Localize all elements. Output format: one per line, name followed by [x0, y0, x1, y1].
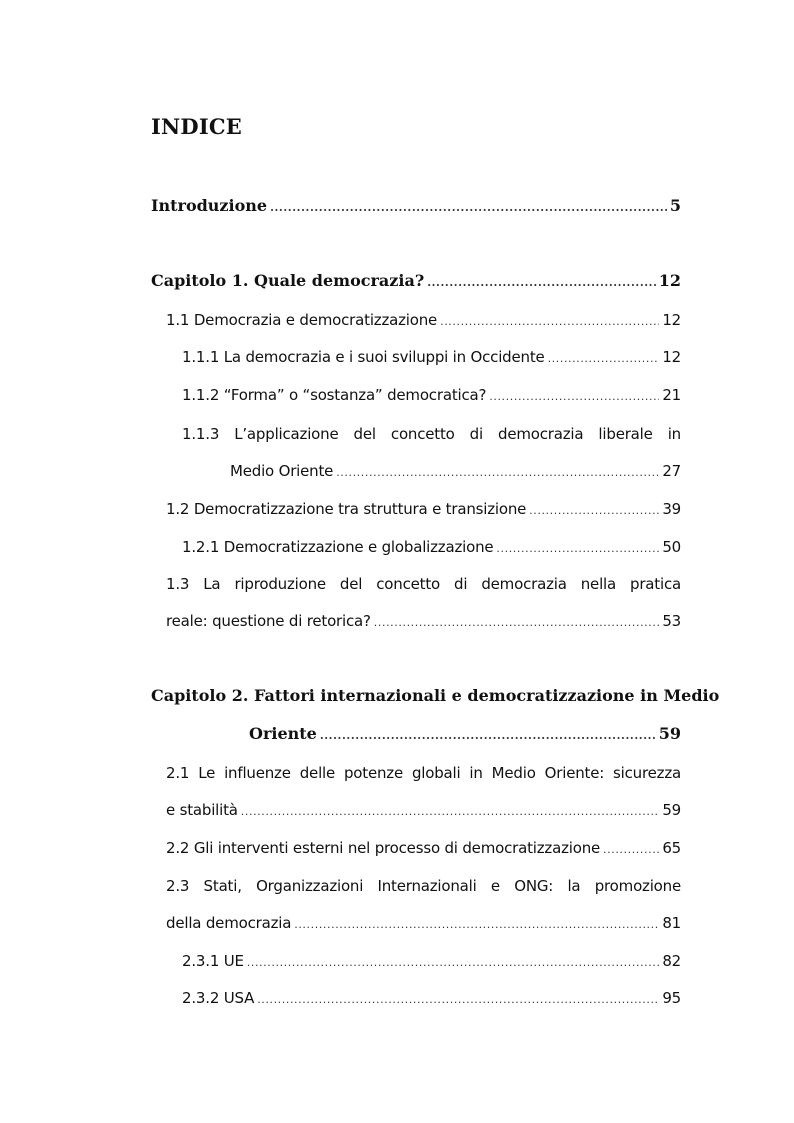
- dot-leader: [529, 501, 659, 521]
- toc-entry-1-1-3-line1[interactable]: 1.1.3 L’applicazione del concetto di democrazia liberale in: [182, 425, 681, 443]
- toc-entry-capitolo-2-line1[interactable]: Capitolo 2. Fattori internazionali e democratizzazione in Medio: [151, 686, 720, 705]
- toc-page-number: 53: [662, 612, 681, 630]
- toc-entry-1-1[interactable]: [166, 310, 681, 334]
- toc-entry-2-3-line1[interactable]: 2.3 Stati, Organizzazioni Internazionali e ONG: la promozione: [166, 877, 681, 895]
- toc-label: 1.1.2 “Forma” o “sostanza” democratica?: [182, 386, 487, 404]
- dot-leader: [548, 349, 660, 369]
- toc-label: Introduzione: [151, 196, 268, 215]
- toc-page-number: 65: [662, 839, 681, 857]
- dot-leader: [489, 387, 659, 407]
- toc-label: Medio Oriente: [230, 462, 334, 480]
- dot-leader: [241, 802, 660, 822]
- toc-entry-1-3[interactable]: [166, 611, 681, 635]
- toc-page-number: 95: [662, 989, 681, 1007]
- toc-entry-2-3-2[interactable]: [182, 988, 681, 1012]
- dot-leader: [336, 463, 659, 483]
- toc-label: 2.2 Gli interventi esterni nel processo di democratizzazione: [166, 839, 601, 857]
- toc-page-number: 59: [662, 801, 681, 819]
- toc-entry-2-1[interactable]: [166, 800, 681, 824]
- toc-page-number: 12: [662, 311, 681, 329]
- dot-leader: [427, 273, 656, 293]
- toc-entry-2-2[interactable]: [166, 838, 681, 862]
- toc-entry-capitolo-2[interactable]: [249, 724, 681, 748]
- toc-label: 1.2.1 Democratizzazione e globalizzazione: [182, 538, 494, 556]
- toc-label: 2.3.1 UE: [182, 952, 244, 970]
- dot-leader: [257, 990, 659, 1010]
- toc-label: reale: questione di retorica?: [166, 612, 371, 630]
- toc-page-number: 27: [662, 462, 681, 480]
- toc-entry-1-1-3[interactable]: [230, 461, 681, 485]
- toc-label: 1.1.1 La democrazia e i suoi sviluppi in Occidente: [182, 348, 545, 366]
- page-title: INDICE: [151, 114, 242, 139]
- toc-label: 1.2 Democratizzazione tra struttura e transizione: [166, 500, 527, 518]
- toc-page-number: 12: [662, 348, 681, 366]
- toc-page-number: 82: [662, 952, 681, 970]
- toc-page-number: 12: [658, 271, 681, 290]
- dot-leader: [374, 613, 660, 633]
- toc-entry-2-3[interactable]: [166, 913, 681, 937]
- toc-label: 2.3.2 USA: [182, 989, 255, 1007]
- dot-leader: [320, 726, 656, 746]
- toc-entry-2-1-line1[interactable]: 2.1 Le influenze delle potenze globali in Medio Oriente: sicurezza: [166, 764, 681, 782]
- toc-entry-1-2[interactable]: [166, 499, 681, 523]
- toc-entry-introduzione[interactable]: [151, 196, 681, 220]
- toc-label: Oriente: [249, 724, 317, 743]
- toc-page-number: 59: [658, 724, 681, 743]
- toc-page-number: 81: [662, 914, 681, 932]
- toc-label: 1.1 Democrazia e democratizzazione: [166, 311, 438, 329]
- dot-leader: [440, 312, 659, 332]
- dot-leader: [247, 953, 660, 973]
- toc-entry-2-3-1[interactable]: [182, 951, 681, 975]
- toc-entry-1-3-line1[interactable]: 1.3 La riproduzione del concetto di democrazia nella pratica: [166, 575, 681, 593]
- dot-leader: [603, 840, 659, 860]
- toc-entry-1-2-1[interactable]: [182, 537, 681, 561]
- dot-leader: [496, 539, 659, 559]
- toc-page-number: 5: [669, 196, 681, 215]
- dot-leader: [270, 198, 667, 218]
- toc-entry-capitolo-1[interactable]: [151, 271, 681, 295]
- toc-label: e stabilità: [166, 801, 238, 819]
- toc-entry-1-1-1[interactable]: [182, 347, 681, 371]
- dot-leader: [294, 915, 659, 935]
- toc-label: Capitolo 1. Quale democrazia?: [151, 271, 425, 290]
- toc-entry-1-1-2[interactable]: [182, 385, 681, 409]
- toc-page-number: 39: [662, 500, 681, 518]
- toc-label: della democrazia: [166, 914, 292, 932]
- toc-page-number: 50: [662, 538, 681, 556]
- toc-page-number: 21: [662, 386, 681, 404]
